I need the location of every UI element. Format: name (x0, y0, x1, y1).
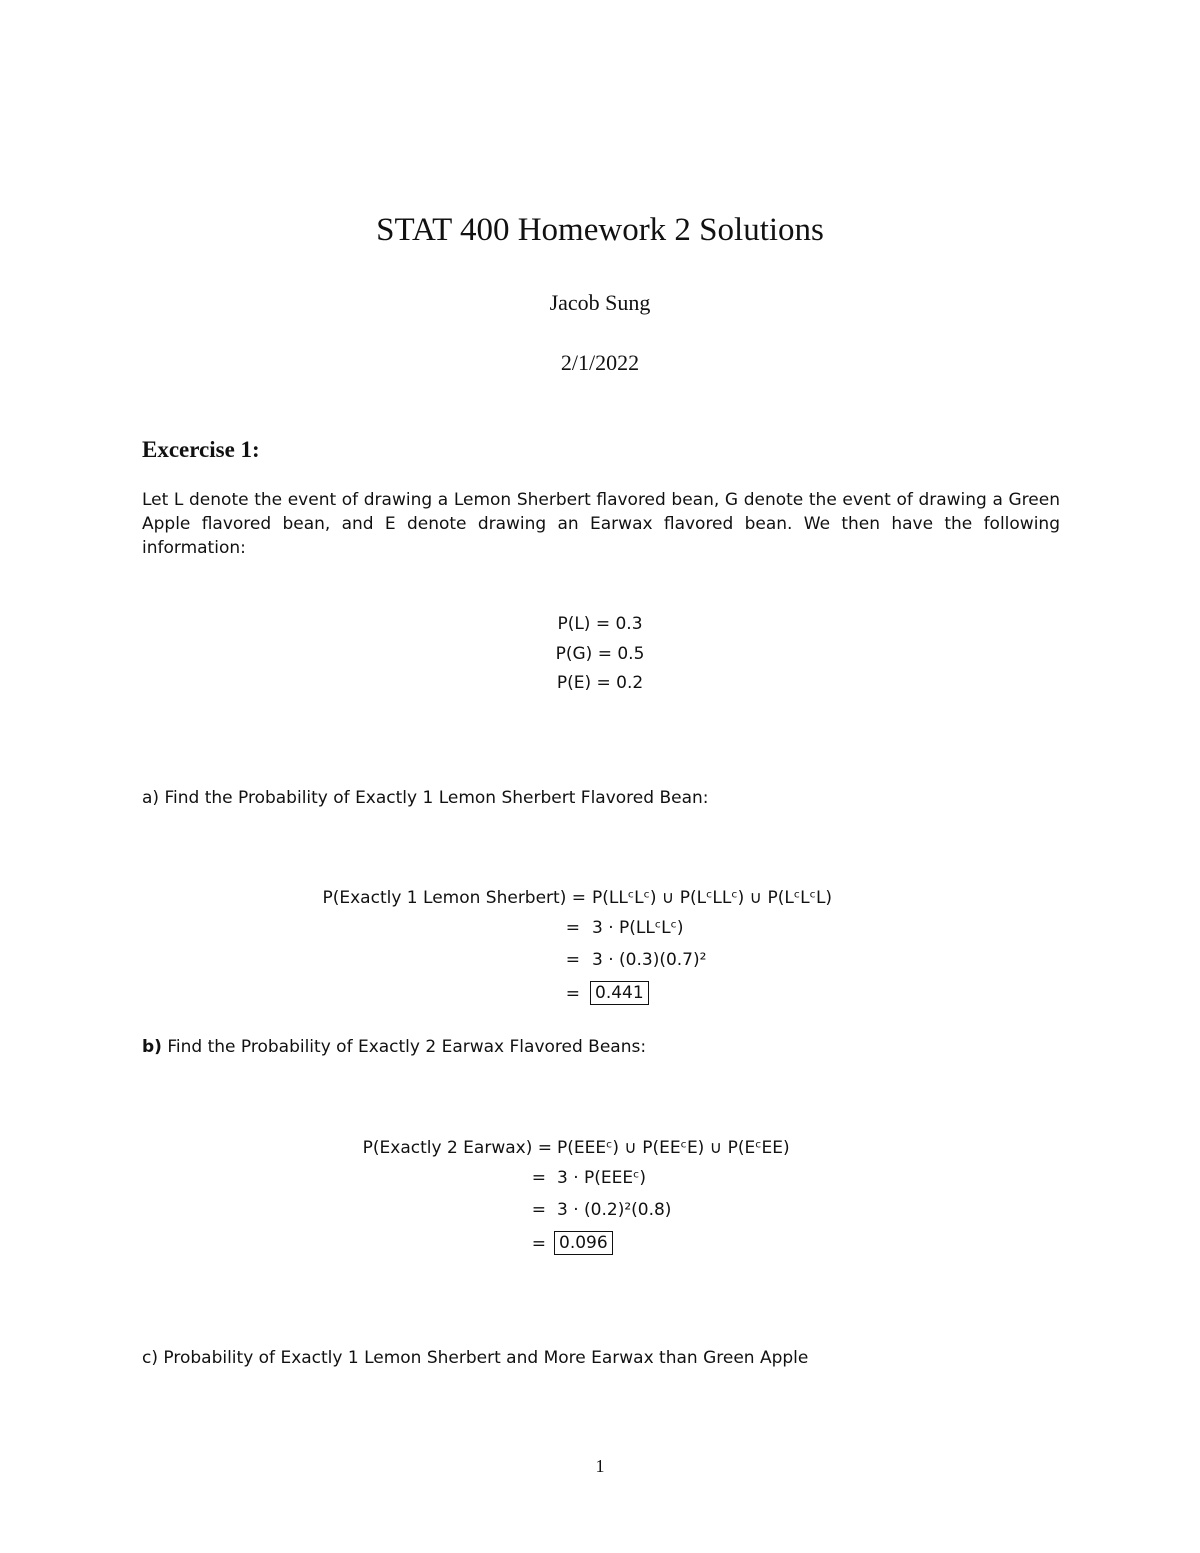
part-b-answer: 0.096 (554, 1231, 613, 1255)
exercise-intro: Let L denote the event of drawing a Lemon Sherbert flavored bean, G denote the event of drawing a Green Apple flavored bean, and E denote drawing an Earwax flavored bean. We then have the following information: (142, 490, 1060, 558)
part-a-line-2: 3 · P(LLᶜLᶜ) (592, 918, 684, 938)
given-probability-g: P(G) = 0.5 (555, 644, 645, 664)
part-b-label: b) (142, 1037, 162, 1057)
part-b-eq-sign-2: = (531, 1168, 546, 1188)
part-c-text: Probability of Exactly 1 Lemon Sherbert and More Earwax than Green Apple (163, 1348, 809, 1368)
part-a-line-1: P(LLᶜLᶜ) ∪ P(LᶜLLᶜ) ∪ P(LᶜLᶜL) (592, 888, 833, 908)
part-a-label: a) (142, 788, 160, 808)
part-a-eq-sign-2: = (565, 918, 580, 938)
part-a-answer-box (590, 981, 649, 1005)
part-c-question (142, 1348, 808, 1368)
part-b-line-2: 3 · P(EEEᶜ) (557, 1168, 647, 1188)
part-a-lhs: P(Exactly 1 Lemon Sherbert) = (322, 888, 586, 908)
part-a-eq-sign-4: = (565, 984, 580, 1004)
exercise-heading: Excercise 1: (142, 437, 260, 462)
given-probability-l: P(L) = 0.3 (557, 614, 643, 634)
part-a-text: Find the Probability of Exactly 1 Lemon Sherbert Flavored Bean: (164, 788, 709, 808)
part-b-answer-box (554, 1231, 613, 1255)
part-b-eq-sign-3: = (531, 1200, 546, 1220)
part-a-eq-sign-3: = (565, 950, 580, 970)
part-a-question (142, 788, 709, 808)
given-probability-e: P(E) = 0.2 (556, 673, 644, 693)
part-b-question (142, 1037, 646, 1057)
author-name: Jacob Sung (549, 290, 651, 315)
part-b-line-1: P(EEEᶜ) ∪ P(EEᶜE) ∪ P(EᶜEE) (557, 1138, 790, 1158)
page-number: 1 (595, 1456, 605, 1476)
part-b-eq-sign-4: = (531, 1234, 546, 1254)
part-a-answer: 0.441 (590, 981, 649, 1005)
part-c-label: c) (142, 1348, 158, 1368)
part-a-line-3: 3 · (0.3)(0.7)² (592, 950, 707, 970)
document-date: 2/1/2022 (560, 350, 640, 375)
part-b-text: Find the Probability of Exactly 2 Earwax Flavored Beans: (167, 1037, 647, 1057)
document-title: STAT 400 Homework 2 Solutions (376, 212, 824, 248)
part-b-line-3: 3 · (0.2)²(0.8) (557, 1200, 672, 1220)
part-b-lhs: P(Exactly 2 Earwax) = (362, 1138, 552, 1158)
